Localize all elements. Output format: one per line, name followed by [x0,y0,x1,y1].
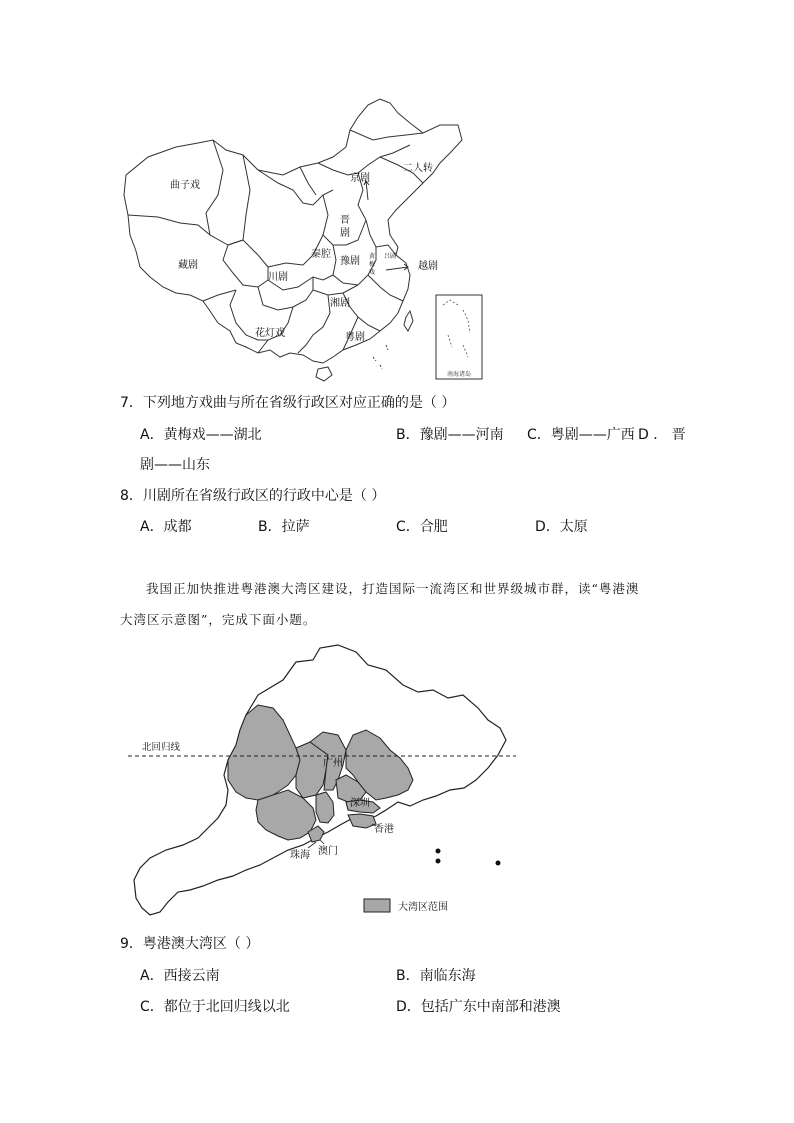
label-xiangju: 湘剧 [330,298,350,309]
label-yueju-gd: 粤剧 [345,332,365,343]
q9-option-a[interactable]: A．西接云南 [140,968,220,984]
label-zangju: 藏剧 [178,260,198,271]
island-dot [436,849,441,854]
label-macau: 澳门 [318,846,338,857]
q9-option-c[interactable]: C．都位于北回归线以北 [140,999,290,1015]
q9-option-b[interactable]: B．南临东海 [396,968,476,984]
legend-label: 大湾区范围 [398,902,448,913]
label-yueju-zj: 越剧 [418,261,438,272]
q7-option-a[interactable]: A．黄梅戏——湖北 [140,427,262,443]
q8-option-d[interactable]: D．太原 [535,519,588,535]
island-dot [496,861,501,866]
label-quzixi: 曲子戏 [170,180,200,191]
q7-option-c[interactable]: C．粤剧——广西 [527,427,635,443]
greater-bay-area-map [128,640,520,922]
hongkong-region [348,814,376,828]
label-hongkong: 香港 [374,824,394,835]
q7-option-d-part2[interactable]: 剧——山东 [140,457,210,473]
south-china-sea-inset [436,295,482,379]
inset-label: 南海诸岛 [446,371,472,378]
legend-swatch [364,899,390,912]
q7-stem: 7．下列地方戏曲与所在省级行政区对应正确的是（ ） [120,395,456,411]
label-zhuhai: 珠海 [290,850,310,861]
label-huadengxi: 花灯戏 [255,328,285,339]
q8-stem: 8．川剧所在省级行政区的行政中心是（ ） [120,488,386,504]
tropic-label: 北回归线 [142,742,181,753]
intro-line-2: 大湾区示意图”，完成下面小题。 [120,612,317,627]
label-huangmeixi-3: 戏 [369,269,376,276]
label-shenzhen: 深圳 [350,798,370,809]
label-qinqiang: 秦腔 [311,249,331,260]
q7-option-b[interactable]: B．豫剧——河南 [396,427,504,443]
q9-stem: 9．粤港澳大湾区（ ） [120,936,260,952]
label-luju: 吕剧 [384,253,397,260]
label-jinju-1: 晋 [340,215,350,226]
label-chuanju: 川剧 [268,272,288,283]
q8-option-c[interactable]: C．合肥 [396,519,448,535]
island-dot [436,859,441,864]
label-huangmeixi-1: 黄 [369,253,376,260]
label-jinju-2: 剧 [340,228,350,239]
q8-option-a[interactable]: A．成都 [140,519,192,535]
q9-option-d[interactable]: D．包括广东中南部和港澳 [396,999,561,1015]
label-huangmeixi-2: 梅 [369,261,376,268]
q8-option-b[interactable]: B．拉萨 [258,519,310,535]
intro-line-1: 我国正加快推进粤港澳大湾区建设，打造国际一流湾区和世界级城市群，读“粤港澳 [146,581,640,596]
q7-option-d-part1[interactable]: D ． 晋 [638,427,686,443]
label-yuju: 豫剧 [340,256,360,267]
china-opera-map [118,95,486,387]
label-errenzhuan: 二人转 [403,163,433,174]
label-guangzhou: 广州 [323,758,343,769]
label-jingju: 京剧 [350,173,370,184]
